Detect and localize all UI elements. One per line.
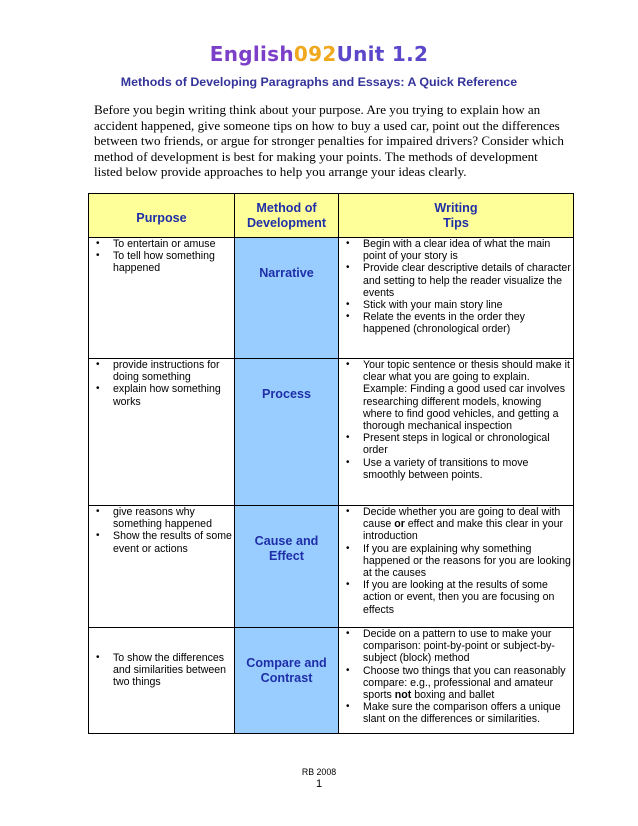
list-item: • provide instructions for doing something: [89, 359, 234, 383]
list-item: • Decide on a pattern to use to make your comparison: point-by-point or subject-by-subject (block) method: [339, 628, 573, 665]
list-item: • Decide whether you are going to deal with cause or effect and make this clear in your introduction: [339, 506, 573, 543]
purpose-cell: [89, 628, 235, 734]
list-item: • Relate the events in the order they happened (chronological order): [339, 311, 573, 335]
table-header-row: [89, 194, 574, 238]
tips-cell: [339, 238, 574, 359]
header-method: Method of Development: [235, 194, 339, 238]
list-item: • Use a variety of transitions to move smoothly between points.: [339, 457, 573, 481]
table-row: [89, 238, 574, 359]
method-label: Narrative: [259, 266, 314, 280]
list-item: • Show the results of some event or actions: [89, 530, 234, 554]
intro-text: Before you begin writing think about your purpose. Are you trying to explain how an accident happened, give someone tips on how to buy a used car, point out the differences between two friends, or argue for stronger penalties for impaired drivers? Consider which method of development is best for making your points. The methods of development listed below provide approaches to help you arrange your ideas clearly.: [94, 102, 564, 180]
title-part-unit: Unit 1.2: [336, 42, 429, 66]
list-item: • Stick with your main story line: [339, 299, 573, 311]
list-item: • To show the differences and similarities between two things: [89, 652, 234, 689]
list-item: • If you are looking at the results of some action or event, then you are focusing on effects: [339, 579, 573, 616]
title-part-number: 092: [293, 42, 337, 66]
list-item: • Make sure the comparison offers a unique slant on the differences or similarities.: [339, 701, 573, 725]
method-cell: [235, 628, 339, 734]
intro-paragraph: [94, 102, 564, 180]
method-label: Process: [261, 387, 311, 401]
list-item: • To tell how something happened: [89, 250, 234, 274]
list-item: • To entertain or amuse: [89, 238, 234, 250]
list-item: • Your topic sentence or thesis should make it clear what you are going to explain. Example: Finding a good used car involves researching different models, knowing where to find good vehicles, and getting a thorough mechanical inspection: [339, 359, 573, 432]
list-item: • Begin with a clear idea of what the main point of your story is: [339, 238, 573, 262]
title-part-english: English: [209, 42, 294, 66]
method-label: Cause and Effect: [254, 534, 319, 563]
document-title: [0, 41, 638, 67]
method-cell: [235, 506, 339, 628]
tips-cell: [339, 628, 574, 734]
page-number: 1: [315, 778, 323, 790]
list-item: • If you are explaining why something happened or the reasons for you are looking at the causes: [339, 543, 573, 580]
method-cell: [235, 238, 339, 359]
header-tips: Writing Tips: [339, 194, 574, 238]
footer-code: RB 2008: [301, 767, 337, 777]
purpose-cell: [89, 238, 235, 359]
method-cell: [235, 359, 339, 506]
reference-table: [88, 193, 574, 734]
list-item: • Choose two things that you can reasonably compare: e.g., professional and amateur sports not boxing and ballet: [339, 665, 573, 702]
tips-cell: [339, 359, 574, 506]
list-item: • give reasons why something happened: [89, 506, 234, 530]
list-item: • explain how something works: [89, 383, 234, 407]
purpose-cell: [89, 359, 235, 506]
tips-cell: [339, 506, 574, 628]
method-label: Compare and Contrast: [246, 656, 327, 685]
table-row: [89, 359, 574, 506]
table-row: [89, 506, 574, 628]
list-item: • Provide clear descriptive details of character and setting to help the reader visualize the events: [339, 262, 573, 299]
table-row: [89, 628, 574, 734]
list-item: • Present steps in logical or chronological order: [339, 432, 573, 456]
purpose-cell: [89, 506, 235, 628]
document-subtitle: Methods of Developing Paragraphs and Essays: A Quick Reference: [120, 75, 518, 89]
header-purpose: Purpose: [89, 194, 235, 238]
